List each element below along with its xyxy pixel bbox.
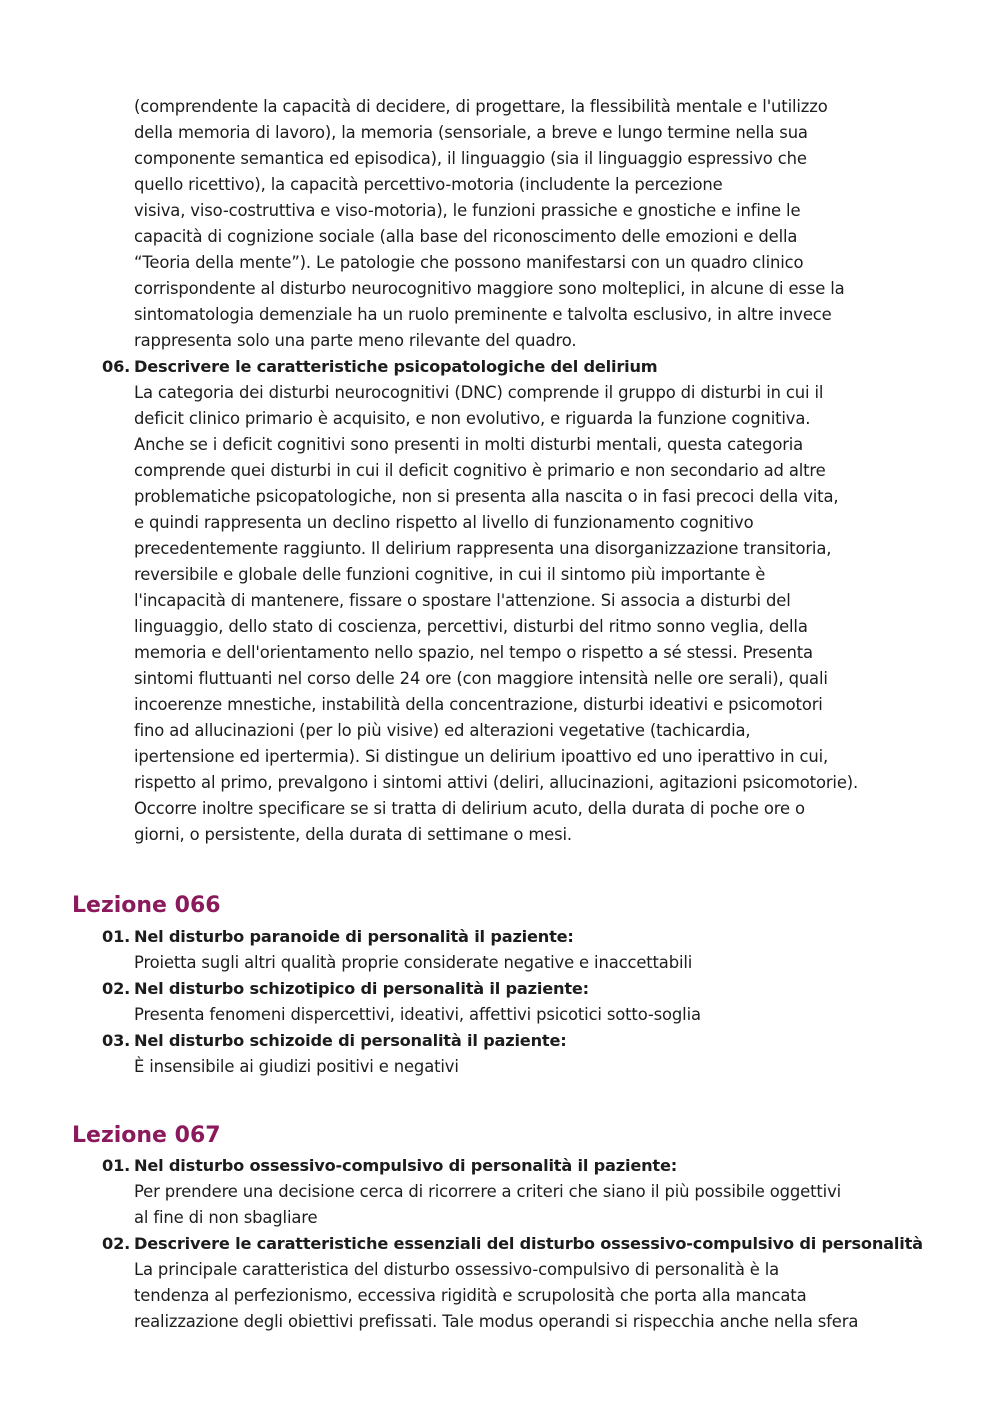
text-line: capacità di cognizione sociale (alla base del riconoscimento delle emozioni e della bbox=[134, 227, 798, 246]
text-line: rappresenta solo una parte meno rilevante del quadro. bbox=[134, 331, 577, 350]
text-line: tendenza al perfezionismo, eccessiva rigidità e scrupolosità che porta alla mancata bbox=[134, 1286, 807, 1305]
text-line: realizzazione degli obiettivi prefissati. Tale modus operandi si rispecchia anche nella sfera bbox=[134, 1312, 859, 1331]
text-line: memoria e dell'orientamento nello spazio, nel tempo o rispetto a sé stessi. Presenta bbox=[134, 643, 813, 662]
question-06 bbox=[102, 354, 942, 848]
question-heading bbox=[102, 976, 942, 1002]
text-line: problematiche psicopatologiche, non si presenta alla nascita o in fasi precoci della vita, bbox=[134, 487, 839, 506]
text-line: fino ad allucinazioni (per lo più visive) ed alterazioni vegetative (tachicardia, bbox=[134, 721, 751, 740]
question-number: 06. bbox=[102, 357, 131, 376]
text-line: Occorre inoltre specificare se si tratta di delirium acuto, della durata di poche ore o bbox=[134, 799, 805, 818]
text-line: (comprendente la capacità di decidere, di progettare, la flessibilità mentale e l'utilizzo bbox=[134, 97, 828, 116]
question-text: Nel disturbo ossessivo-compulsivo di personalità il paziente: bbox=[134, 1156, 678, 1175]
text-line: comprende quei disturbi in cui il deficit cognitivo è primario e non secondario ad altre bbox=[134, 461, 826, 480]
question-text: Nel disturbo schizotipico di personalità il paziente: bbox=[134, 979, 589, 998]
question-number: 01. bbox=[102, 1156, 131, 1175]
question-text: Nel disturbo schizoide di personalità il paziente: bbox=[134, 1031, 567, 1050]
text-line: quello ricettivo), la capacità percettivo-motoria (includente la percezione bbox=[134, 175, 723, 194]
question-heading bbox=[102, 1153, 942, 1179]
text-line: Anche se i deficit cognitivi sono presenti in molti disturbi mentali, questa categoria bbox=[134, 435, 804, 454]
question-number: 02. bbox=[102, 1234, 131, 1253]
question-heading bbox=[102, 1231, 942, 1257]
lesson-066-question-02 bbox=[102, 976, 942, 1028]
question-heading bbox=[102, 354, 942, 380]
text-line: sintomi fluttuanti nel corso delle 24 ore (con maggiore intensità nelle ore serali), quali bbox=[134, 669, 828, 688]
text-line: componente semantica ed episodica), il linguaggio (sia il linguaggio espressivo che bbox=[134, 149, 807, 168]
text-line: della memoria di lavoro), la memoria (sensoriale, a breve e lungo termine nella sua bbox=[134, 123, 808, 142]
lesson-066-question-01 bbox=[102, 924, 942, 976]
text-line: al fine di non sbagliare bbox=[134, 1208, 318, 1227]
text-line: sintomatologia demenziale ha un ruolo preminente e talvolta esclusivo, in altre invece bbox=[134, 305, 832, 324]
intro-paragraph bbox=[134, 94, 934, 354]
answer-paragraph bbox=[102, 380, 942, 848]
text-line: La categoria dei disturbi neurocognitivi (DNC) comprende il gruppo di disturbi in cui il bbox=[134, 383, 824, 402]
answer-text: È insensibile ai giudizi positivi e negativi bbox=[134, 1057, 459, 1076]
text-line: giorni, o persistente, della durata di settimane o mesi. bbox=[134, 825, 572, 844]
text-line: deficit clinico primario è acquisito, e non evolutivo, e riguarda la funzione cognitiva. bbox=[134, 409, 811, 428]
answer-text: Proietta sugli altri qualità proprie considerate negative e inaccettabili bbox=[134, 953, 693, 972]
question-text: Descrivere le caratteristiche essenziali del disturbo ossessivo-compulsivo di personalità bbox=[134, 1234, 923, 1253]
text-line: visiva, viso-costruttiva e viso-motoria), le funzioni prassiche e gnostiche e infine le bbox=[134, 201, 801, 220]
text-line: linguaggio, dello stato di coscienza, percettivi, disturbi del ritmo sonno veglia, della bbox=[134, 617, 808, 636]
answer-paragraph bbox=[102, 1257, 942, 1335]
text-line: Per prendere una decisione cerca di ricorrere a criteri che siano il più possibile oggettivi bbox=[134, 1182, 842, 1201]
text-line: e quindi rappresenta un declino rispetto al livello di funzionamento cognitivo bbox=[134, 513, 754, 532]
text-line: rispetto al primo, prevalgono i sintomi attivi (deliri, allucinazioni, agitazioni psicomotorie). bbox=[134, 773, 859, 792]
question-text: Nel disturbo paranoide di personalità il paziente: bbox=[134, 927, 574, 946]
text-line: corrispondente al disturbo neurocognitivo maggiore sono molteplici, in alcune di esse la bbox=[134, 279, 845, 298]
text-line: incoerenze mnestiche, instabilità della concentrazione, disturbi ideativi e psicomotori bbox=[134, 695, 823, 714]
lesson-067-title: Lezione 067 bbox=[72, 1123, 221, 1148]
text-line: La principale caratteristica del disturbo ossessivo-compulsivo di personalità è la bbox=[134, 1260, 780, 1279]
question-heading bbox=[102, 1028, 942, 1054]
question-heading bbox=[102, 924, 942, 950]
text-line: reversibile e globale delle funzioni cognitive, in cui il sintomo più importante è bbox=[134, 565, 766, 584]
question-text: Descrivere le caratteristiche psicopatologiche del delirium bbox=[134, 357, 658, 376]
lesson-067-question-02 bbox=[102, 1231, 942, 1335]
answer-text: Presenta fenomeni dispercettivi, ideativi, affettivi psicotici sotto-soglia bbox=[134, 1005, 701, 1024]
lesson-066-question-03 bbox=[102, 1028, 942, 1080]
text-line: “Teoria della mente”). Le patologie che possono manifestarsi con un quadro clinico bbox=[134, 253, 804, 272]
text-line: ipertensione ed ipertermia). Si distingue un delirium ipoattivo ed uno iperattivo in cui, bbox=[134, 747, 829, 766]
answer-paragraph bbox=[102, 1179, 942, 1231]
text-line: precedentemente raggiunto. Il delirium rappresenta una disorganizzazione transitoria, bbox=[134, 539, 832, 558]
question-number: 02. bbox=[102, 979, 131, 998]
question-number: 01. bbox=[102, 927, 131, 946]
lesson-066-title: Lezione 066 bbox=[72, 893, 221, 918]
lesson-067-question-01 bbox=[102, 1153, 942, 1231]
text-line: l'incapacità di mantenere, fissare o spostare l'attenzione. Si associa a disturbi del bbox=[134, 591, 791, 610]
question-number: 03. bbox=[102, 1031, 131, 1050]
